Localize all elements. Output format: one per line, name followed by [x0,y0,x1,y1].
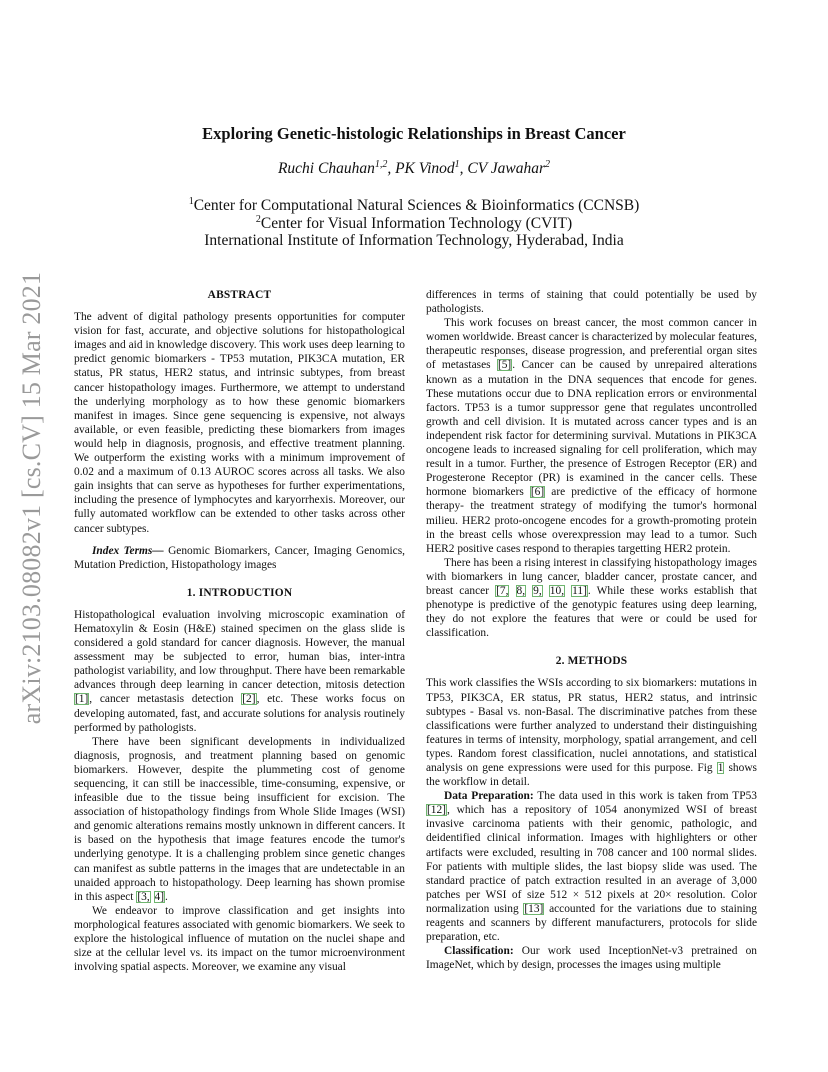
affiliation-2: $^2$Center for Visual Information Technology (CVIT) [255,213,573,232]
methods-paragraph-1: This work classifies the WSIs according to six biomarkers: mutations in TP53, PIK3CA, ER status, PR status, HER2 status, and intrinsic subtypes - Basal vs. non-Basal. The discriminative patches from these classifications were further analyzed to understand their distinguishing features in terms of intensity, morphology, spatial arrangement, and cell types. Random forest classification, nuclei annotations, and statistical analysis on gene expressions were used for this purpose. Fig 1 shows the workflow in detail. [426,677,757,789]
citation-link[interactable]: 9, [533,584,542,597]
intro-paragraph-3: We endeavor to improve classification and get insights into morphological features associated with genomic biomarkers. We seek to explore the histological influence of mutation on the nuclei shape and size at the cellular level vs. its impact on the tumor microenvironment involving spatial aspects. Moreover, we examine any visual [74,904,405,974]
right-column [426,288,757,972]
affiliations [0,197,828,250]
author-1: Ruchi Chauhan [277,160,375,177]
arxiv-identifier-text: arXiv:2103.08082v1 [cs.CV] 15 Mar 2021 [17,271,46,725]
citation-link[interactable]: 11] [572,584,587,597]
index-terms: Index Terms— Genomic Biomarkers, Cancer, Imaging Genomics, Mutation Prediction, Histopathology images [74,544,405,571]
citation-link[interactable]: [1] [75,693,89,706]
citation-link[interactable]: [12] [427,804,446,817]
introduction-heading: 1. INTRODUCTION [186,586,293,599]
intro-paragraph-6: There has been a rising interest in classifying histopathology images with biomarkers in lung cancer, bladder cancer, prostate cancer, and breast cancer [7, 8, 9, 10, 11]. While these works establish that phenotype is predictive of the genotypic features using deep learning, they do not explore the features that were or could be used for classification. [426,556,757,640]
data-preparation-label: Data Preparation: [444,790,534,803]
author-line: Ruchi Chauhan$^{1,2}$, PK Vinod$^1$, CV Jawahar$^2$ [277,158,551,177]
citation-link[interactable]: [13] [524,902,544,915]
intro-paragraph-2: There have been significant developments in individualized diagnosis, prognosis, and treatment planning based on genomic biomarkers. However, despite the plummeting cost of genome sequencing, it can still be inaccessible, time-consuming, expensive, or infeasible due to the tissue being insufficient for excision. The association of histopathology findings from Whole Slide Images (WSI) and genomic alterations remains mostly unknown in different cancers. It is based on the hypothesis that image features encode the tumor's underlying genotype. It is a challenging problem since genetic changes can manifest as subtle patterns in the images that are undetectable in an unaided approach to histopathology. Deep learning has shown promise in this aspect [3, 4]. [74,735,405,903]
left-column [74,288,405,974]
citation-link[interactable]: [6] [530,486,545,499]
citation-link[interactable]: 4] [154,890,165,903]
author-2-affil: 1 [454,158,460,170]
figure-link[interactable]: 1 [717,762,724,774]
intro-paragraph-1: Histopathological evaluation involving microscopic examination of Hematoxylin & Eosin (H&E) stained specimen on the glass slide is considered a gold standard for cancer diagnosis. However, the manual assessment may be subjected to error, human bias, inter-intra pathologist variability, and low throughput. There have been remarkable advances through deep learning in cancer detection, mitosis detection [1], cancer metastasis detection [2], etc. These works focus on developing automated, fast, and accurate solutions for analysis routinely performed by pathologists. [74,608,405,734]
citation-link[interactable]: 8, [516,584,526,597]
paper-title: Exploring Genetic-histologic Relationships in Breast Cancer [202,124,626,143]
citation-link[interactable]: [2] [242,693,256,706]
affiliation-3: International Institute of Information Technology, Hyderabad, India [204,232,624,249]
arxiv-identifier-stamp [12,258,52,738]
citation-link[interactable]: [3, [137,890,150,903]
citation-link[interactable]: [5] [497,359,512,372]
abstract-heading: ABSTRACT [207,289,272,301]
author-3: CV Jawahar [467,160,546,177]
classification-label: Classification: [444,945,514,958]
index-terms-label: Index Terms— [92,544,164,557]
citation-link[interactable]: 10, [549,584,565,597]
author-3-affil: 2 [545,158,551,170]
intro-paragraph-5: This work focuses on breast cancer, the most common cancer in women worldwide. Breast cancer is characterized by molecular features, therapeutic responses, disease progression, and preferential organ sites of metastases [5]. Cancer can be caused by unrepaired alterations known as a mutation in the DNA sequences that encode for genes. These mutations occur due to DNA replication errors or environmental factors. TP53 is a tumor suppressor gene that regulates uncontrolled growth and cell division. It is mutated across cancer types and is an independent risk factor for determining survival. Mutations in PIK3CA oncogene leads to increased signaling for cell proliferation, which may result in a tumor. Further, the presence of Estrogen Receptor (ER) and Progesterone Receptor (PR) is examined in the cancer cells. These hormone biomarkers [6] are predictive of the efficacy of hormone therapy- the treatment strategy of modifying the tumor's hormonal milieu. HER2 proto-oncogene encodes for a growth-promoting protein in the breast cells whose overexpression may lead to a tumor. Such HER2 positive cases respond to therapies targetting HER2 protein. [426,317,757,555]
methods-heading: 2. METHODS [555,655,628,668]
data-preparation-paragraph: Data Preparation: The data used in this work is taken from TP53 [12], which has a repository of 1054 anonymized WSI of breast invasive carcinoma patients with their genomic, pathologic, and deidentified clinical information. Images with highlighters or other artifacts were excluded, resulting in 708 cancer and 100 normal slides. For patients with multiple slides, the last biopsy slide was used. The standard practice of patch extraction resulted in an average of 3,000 patches per WSI of size 512 × 512 pixels at 20× resolution. Color normalization using [13] accounted for the variations due to staining reagents and scanners by different manufacturers, protocols for slide preparation, etc. [426,790,758,944]
author-1-affil: 1,2 [374,158,388,170]
abstract-text: The advent of digital pathology presents opportunities for computer vision for fast, accurate, and objective solutions for histopathological images and aid in knowledge discovery. This work uses deep learning to predict genomic biomarkers - TP53 mutation, PIK3CA mutation, ER status, PR status, HER2 status, and intrinsic subtypes, from breast cancer histopathology images. Furthermore, we attempt to understand the underlying morphology as to how these genomic biomarkers manifest in images. Since gene sequencing is expensive, not always available, or even feasible, predicting these biomarkers from images would help in diagnosis, prognosis, and effective treatment planning. We outperform the existing works with a minimum improvement of 0.02 and a maximum of 0.13 AUROC scores across all tasks. We also gain insights that can serve as hypotheses for further experimentations, including the presence of lymphocytes and karyorrhexis. Moreover, our fully automated workflow can be extended to other tasks across other cancer subtypes. [74,311,405,535]
affiliation-1: $^1$Center for Computational Natural Sciences & Bioinformatics (CCNSB) [188,195,640,214]
author-2: PK Vinod [395,160,455,177]
classification-paragraph: Classification: Our work used InceptionNet-v3 pretrained on ImageNet, which by design, processes the images using multiple [426,945,757,972]
intro-paragraph-4: differences in terms of staining that could potentially be used by pathologists. [426,289,757,316]
citation-link[interactable]: [7, [496,584,509,597]
